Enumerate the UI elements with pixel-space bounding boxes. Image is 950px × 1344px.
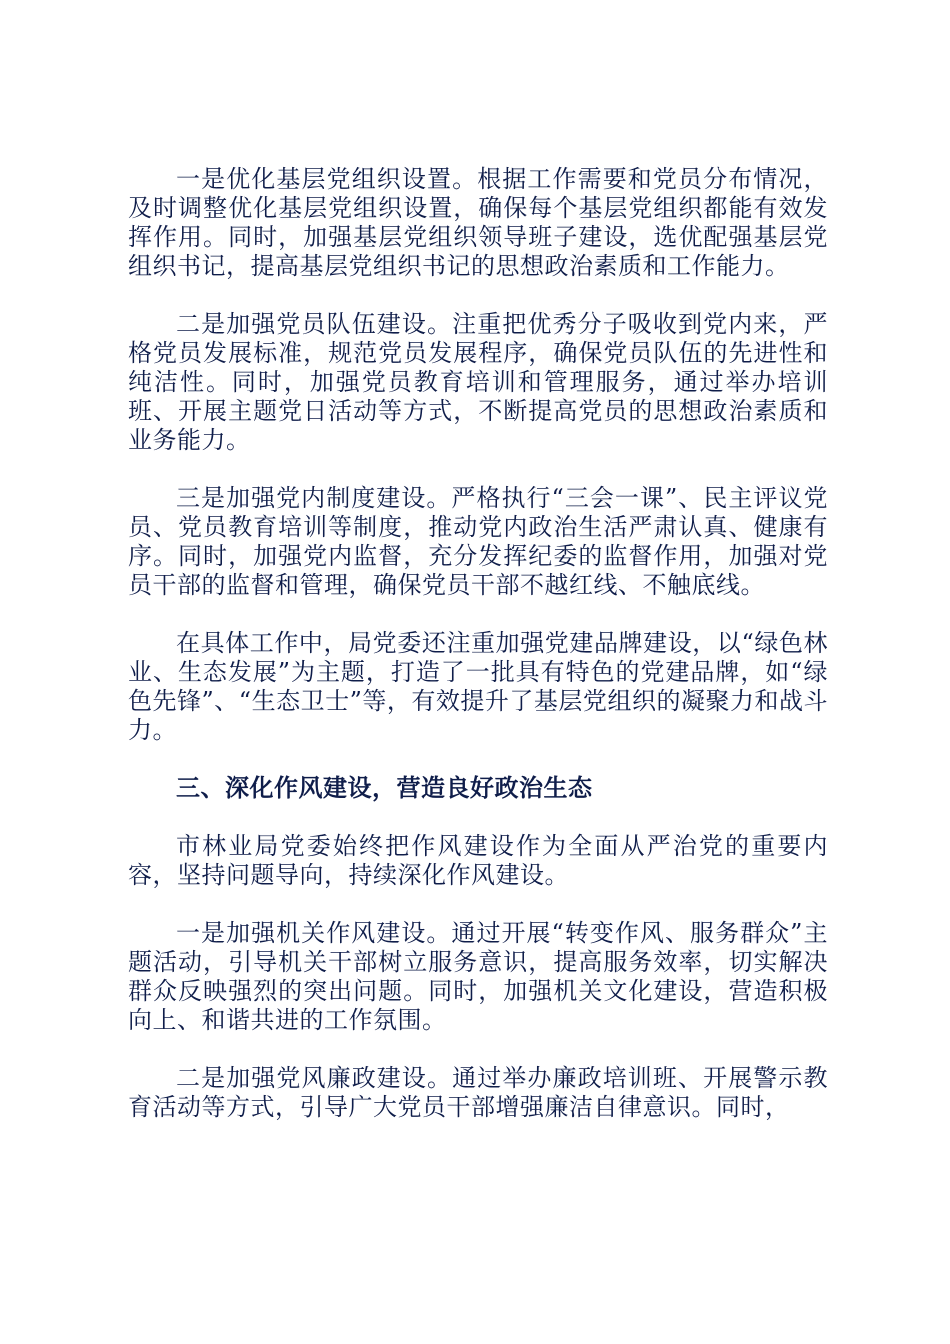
paragraph-1: 一是优化基层党组织设置。根据工作需要和党员分布情况，及时调整优化基层党组织设置，确保每个基层党组织都能有效发挥作用。同时，加强基层党组织领导班子建设，选优配强基层党组织书记，提高基层党组织书记的思想政治素质和工作能力。 (128, 165, 828, 280)
paragraph-2: 二是加强党员队伍建设。注重把优秀分子吸收到党内来，严格党员发展标准，规范党员发展程序，确保党员队伍的先进性和纯洁性。同时，加强党员教育培训和管理服务，通过举办培训班、开展主题党日活动等方式，不断提高党员的思想政治素质和业务能力。 (128, 310, 828, 454)
section-heading: 三、深化作风建设，营造良好政治生态 (176, 774, 593, 802)
paragraph-6: 一是加强机关作风建设。通过开展“转变作风、服务群众”主题活动，引导机关干部树立服务意识，提高服务效率，切实解决群众反映强烈的突出问题。同时，加强机关文化建设，营造积极向上、和谐共进的工作氛围。 (128, 919, 828, 1034)
paragraph-3: 三是加强党内制度建设。严格执行“三会一课”、民主评议党员、党员教育培训等制度，推动党内政治生活严肃认真、健康有序。同时，加强党内监督，充分发挥纪委的监督作用，加强对党员干部的监督和管理，确保党员干部不越红线、不触底线。 (128, 484, 828, 599)
document-body (128, 165, 828, 1151)
paragraph-5: 市林业局党委始终把作风建设作为全面从严治党的重要内容，坚持问题导向，持续深化作风建设。 (128, 832, 828, 889)
paragraph-7: 二是加强党风廉政建设。通过举办廉政培训班、开展警示教育活动等方式，引导广大党员干部增强廉洁自律意识。同时， (128, 1064, 828, 1121)
paragraph-4: 在具体工作中，局党委还注重加强党建品牌建设，以“绿色林业、生态发展”为主题，打造了一批具有特色的党建品牌，如“绿色先锋”、“生态卫士”等，有效提升了基层党组织的凝聚力和战斗力。 (128, 629, 828, 744)
